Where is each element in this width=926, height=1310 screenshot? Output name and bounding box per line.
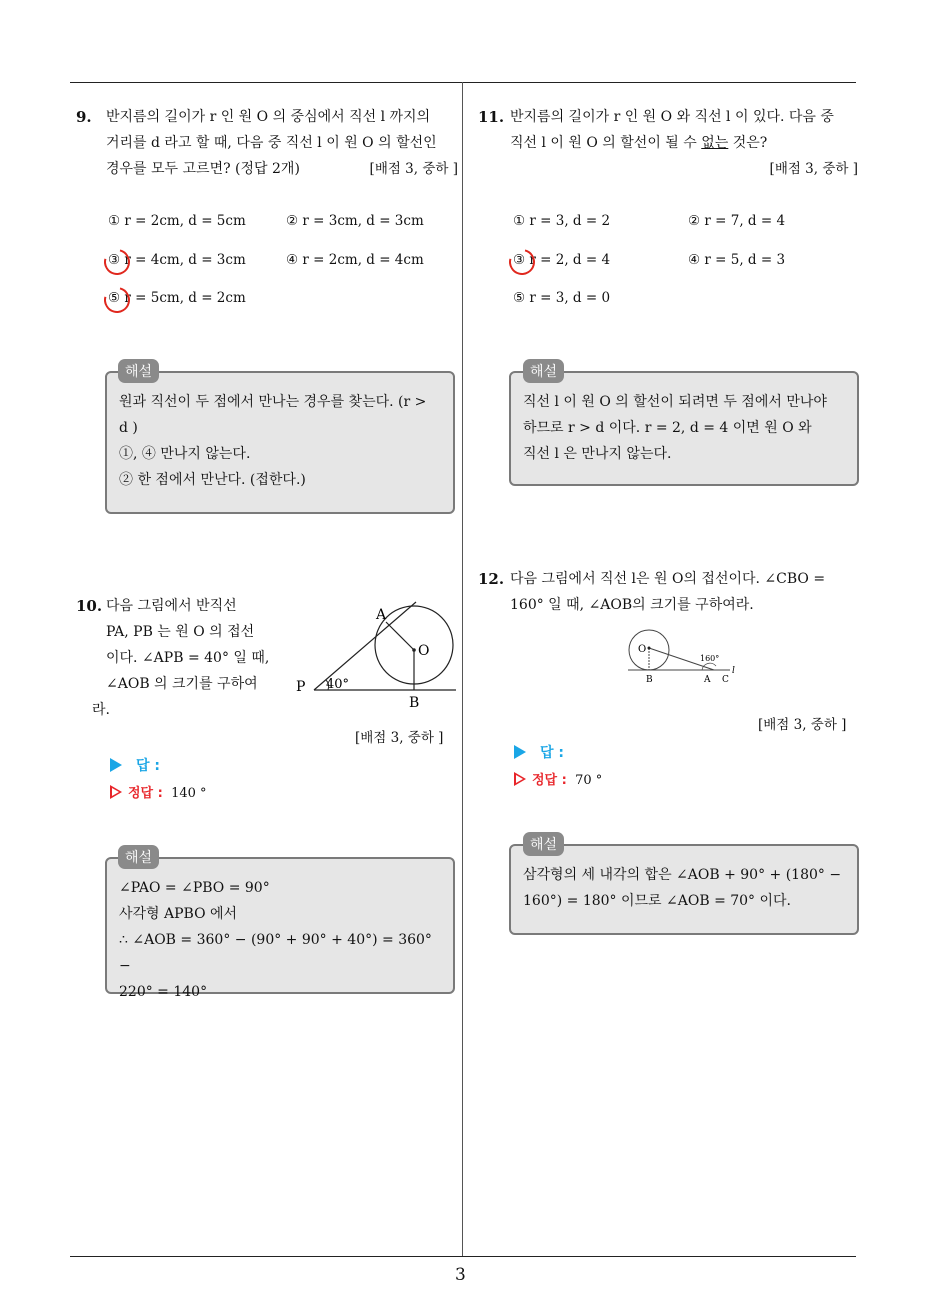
q10-text [92,593,282,723]
q9-explain-line-4: ② 한 점에서 만난다. (접한다.) [119,472,306,488]
q10-number: 10. [76,597,103,615]
q9-text [106,104,458,182]
q9-points: [배점 3, 중하 ] [369,161,458,177]
q10-figure [290,598,460,710]
q9-option-1[interactable]: ① r = 2cm, d = 5cm [108,213,246,229]
q11-number: 11. [478,108,505,126]
q10-points: [배점 3, 중하 ] [355,730,444,746]
q10-line-1: 다음 그림에서 반직선 [106,598,237,614]
q10-label-angle: 40° [326,677,350,692]
q12-correct-arrow-icon [514,772,526,786]
q9-line-1: 반지름의 길이가 r 인 원 O 의 중심에서 직선 l 까지의 [106,109,431,125]
q12-explain-line-1: 삼각형의 세 내각의 합은 ∠AOB + 90° + (180° − [523,867,842,883]
q11-line-2: 직선 l 이 원 O 의 할선이 될 수 없는 것은? [510,135,768,151]
q11-option-1[interactable]: ① r = 3, d = 2 [513,213,611,229]
q10-center-dot [412,648,416,652]
q9-explain-line-2: d ) [119,420,138,436]
q11-points: [배점 3, 중하 ] [769,161,858,177]
q9-explanation-box [105,371,455,514]
q11-explain-line-3: 직선 l 은 만나지 않는다. [523,446,672,462]
q12-label-b: B [646,675,653,684]
bottom-rule [70,1256,856,1257]
q12-label-o: O [638,644,647,655]
q10-explanation-box [105,857,455,1000]
q11-explanation-tag: 해설 [523,359,564,383]
q11-option-4[interactable]: ④ r = 5, d = 3 [688,252,786,268]
q12-line-2: 160° 일 때, ∠AOB의 크기를 구하여라. [510,597,754,613]
q10-explanation-tag: 해설 [118,845,159,869]
q10-line-3: 이다. ∠APB = 40° 일 때, [106,650,270,666]
q9-option-3[interactable]: ③ r = 4cm, d = 3cm [108,252,246,268]
q9-selected-mark-5 [99,282,135,318]
q11-line-1: 반지름의 길이가 r 인 원 O 와 직선 l 이 있다. 다음 중 [510,109,834,125]
q12-number: 12. [478,570,505,588]
q12-explanation-tag: 해설 [523,832,564,856]
q10-radius-oa [386,622,414,650]
q10-explain-line-2: 사각형 APBO 에서 [119,906,238,922]
q9-explain-line-3: ①, ④ 만나지 않는다. [119,446,251,462]
q10-correct-arrow-icon [110,785,122,799]
q12-explanation-box [509,844,859,935]
q10-explain-line-1: ∠PAO = ∠PBO = 90° [119,880,270,896]
q10-explain-line-3: ∴ ∠AOB = 360° − (90° + 90° + 40°) = 360° − [119,932,432,974]
q12-text [510,566,862,618]
q9-option-5[interactable]: ⑤ r = 5cm, d = 2cm [108,290,246,306]
q11-explanation-box [509,371,859,486]
q10-explain-line-4: 220° = 140° [119,984,208,1000]
q12-explain-line-2: 160°) = 180° 이므로 ∠AOB = 70° 이다. [523,893,792,909]
q12-answer: 답 : [514,742,564,762]
q10-answer-arrow-icon [110,758,122,772]
q10-line-2: PA, PB 는 원 O 의 접선 [106,624,255,640]
q11-selected-mark-3 [504,244,540,280]
q9-option-2[interactable]: ② r = 3cm, d = 3cm [286,213,424,229]
q10-label-b: B [409,695,420,710]
q9-option-4[interactable]: ④ r = 2cm, d = 4cm [286,252,424,268]
q11-option-3[interactable]: ③ r = 2, d = 4 [513,252,611,268]
q9-line-2: 거리를 d 라고 할 때, 다음 중 직선 l 이 원 O 의 할선인 [106,135,437,151]
q10-line-4: ∠AOB 의 크기를 구하여 [106,676,258,692]
q10-answer: 답 : [110,755,160,775]
page-number: 3 [455,1265,466,1285]
q12-correct-answer: 정답 : 70 ° [514,769,602,788]
q9-explanation-tag: 해설 [118,359,159,383]
q12-figure [624,626,744,684]
column-divider [462,82,463,1257]
q10-label-p: P [296,679,306,695]
q10-correct-answer: 정답 : 140 ° [110,782,207,801]
q11-explain-line-1: 직선 l 이 원 O 의 할선이 되려면 두 점에서 만나야 [523,394,827,410]
q12-label-a: A [704,675,711,684]
q9-selected-mark-3 [99,244,135,280]
q12-label-angle: 160° [700,654,720,663]
q11-option-5[interactable]: ⑤ r = 3, d = 0 [513,290,611,306]
q11-text [510,104,858,182]
q12-line-1: 다음 그림에서 직선 l은 원 O의 접선이다. ∠CBO = [510,571,826,587]
q12-points: [배점 3, 중하 ] [758,717,847,733]
q9-number: 9. [76,108,92,126]
q11-option-2[interactable]: ② r = 7, d = 4 [688,213,786,229]
q9-explain-line-1: 원과 직선이 두 점에서 만나는 경우를 찾는다. (r > [119,394,427,410]
q12-label-c: C [722,675,729,684]
top-rule [70,82,856,83]
q10-line-5: 라. [92,702,110,718]
q10-label-a: A [376,607,387,623]
q11-underlined-word: 없는 [701,135,729,151]
q12-center-dot [648,647,651,650]
q10-label-o: O [418,643,430,659]
q12-label-l: l [732,666,735,676]
q12-answer-arrow-icon [514,745,526,759]
q11-explain-line-2: 하므로 r > d 이다. r = 2, d = 4 이면 원 O 와 [523,420,812,436]
q9-line-3: 경우를 모두 고르면? (정답 2개) [배점 3, 중하 ] [106,156,458,182]
